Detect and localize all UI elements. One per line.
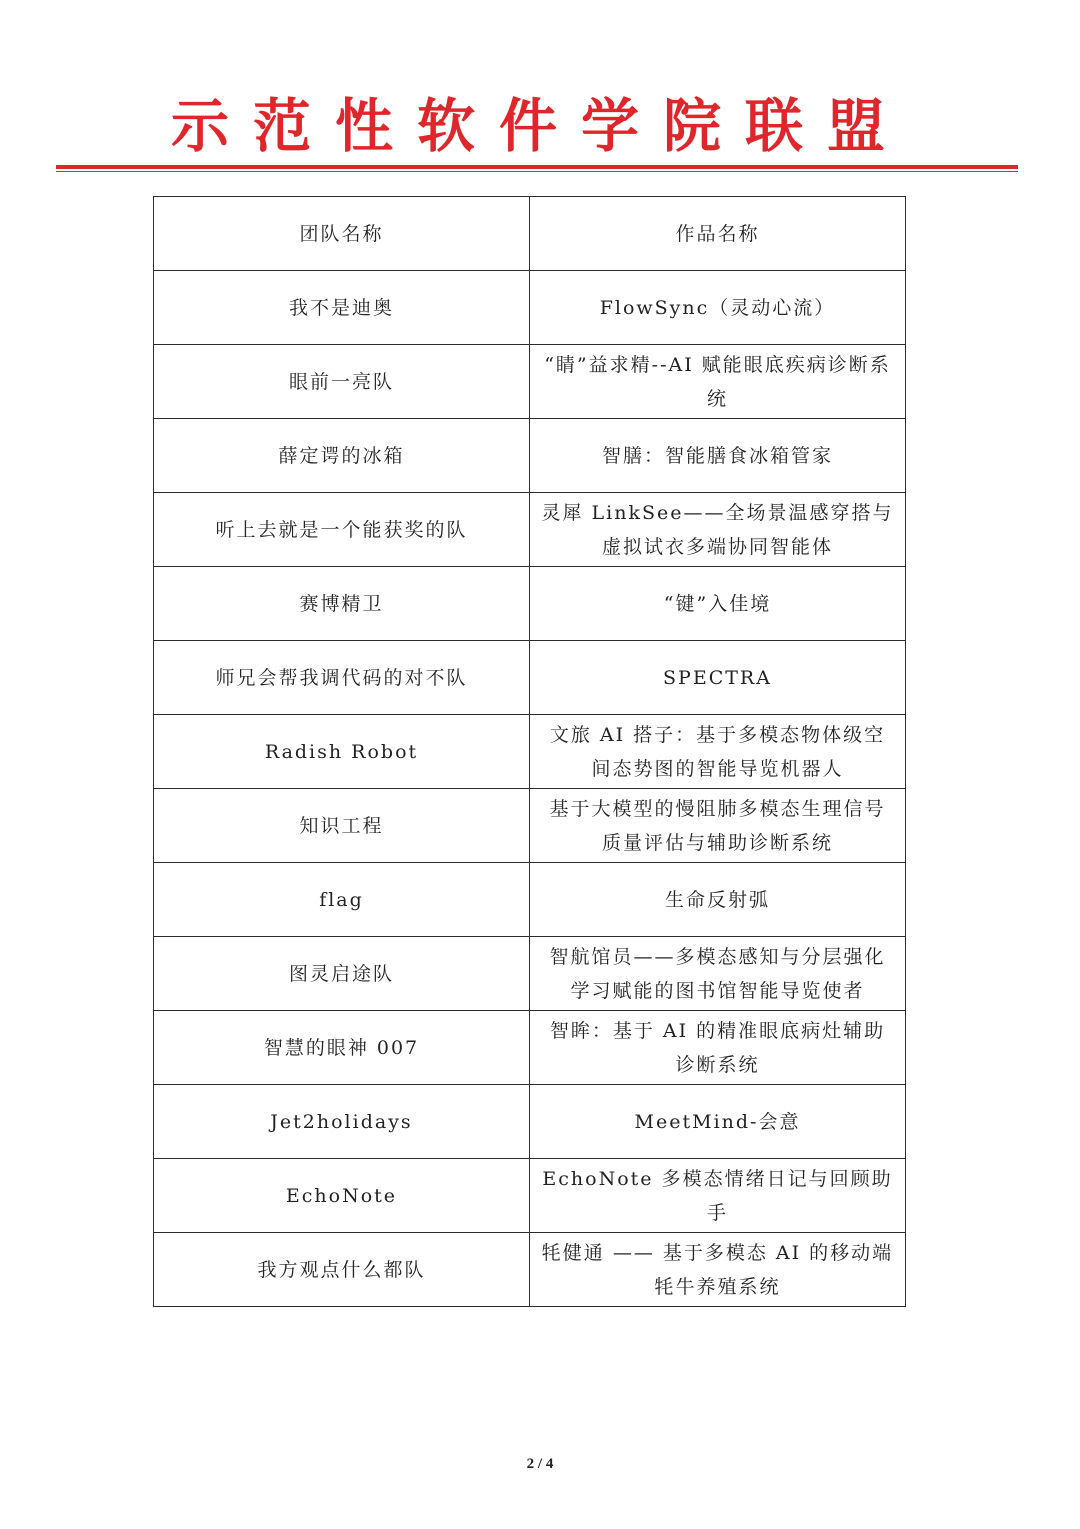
work-name-cell: 灵犀 LinkSee——全场景温感穿搭与虚拟试衣多端协同智能体 bbox=[530, 493, 906, 567]
team-name-cell: 赛博精卫 bbox=[154, 567, 530, 641]
work-name-cell: 智膳：智能膳食冰箱管家 bbox=[530, 419, 906, 493]
work-name-cell: 牦健通 —— 基于多模态 AI 的移动端牦牛养殖系统 bbox=[530, 1233, 906, 1307]
team-name-cell: 薛定谔的冰箱 bbox=[154, 419, 530, 493]
table-row bbox=[154, 1085, 906, 1159]
table-row bbox=[154, 567, 906, 641]
work-name-cell: “睛”益求精--AI 赋能眼底疾病诊断系统 bbox=[530, 345, 906, 419]
team-name-cell: Radish Robot bbox=[154, 715, 530, 789]
team-name-cell: flag bbox=[154, 863, 530, 937]
table-row bbox=[154, 345, 906, 419]
table-row bbox=[154, 493, 906, 567]
work-name-cell: 智眸：基于 AI 的精准眼底病灶辅助诊断系统 bbox=[530, 1011, 906, 1085]
table-header-row bbox=[154, 197, 906, 271]
team-name-cell: 眼前一亮队 bbox=[154, 345, 530, 419]
team-name-cell: Jet2holidays bbox=[154, 1085, 530, 1159]
team-work-table bbox=[153, 196, 906, 1307]
table-row bbox=[154, 1011, 906, 1085]
work-name-cell: “键”入佳境 bbox=[530, 567, 906, 641]
team-name-cell: 我不是迪奥 bbox=[154, 271, 530, 345]
work-name-cell: FlowSync（灵动心流） bbox=[530, 271, 906, 345]
team-name-cell: 智慧的眼神 007 bbox=[154, 1011, 530, 1085]
team-name-cell: EchoNote bbox=[154, 1159, 530, 1233]
work-name-cell: 智航馆员——多模态感知与分层强化学习赋能的图书馆智能导览使者 bbox=[530, 937, 906, 1011]
work-name-cell: 文旅 AI 搭子：基于多模态物体级空间态势图的智能导览机器人 bbox=[530, 715, 906, 789]
work-name-cell: EchoNote 多模态情绪日记与回顾助手 bbox=[530, 1159, 906, 1233]
table-body bbox=[154, 197, 906, 1307]
work-name-cell: MeetMind-会意 bbox=[530, 1085, 906, 1159]
team-name-cell: 我方观点什么都队 bbox=[154, 1233, 530, 1307]
table-row bbox=[154, 419, 906, 493]
letterhead-rule-thick bbox=[56, 165, 1018, 169]
work-name-cell: 生命反射弧 bbox=[530, 863, 906, 937]
work-name-cell: 基于大模型的慢阻肺多模态生理信号质量评估与辅助诊断系统 bbox=[530, 789, 906, 863]
team-name-cell: 听上去就是一个能获奖的队 bbox=[154, 493, 530, 567]
column-header-work: 作品名称 bbox=[530, 197, 906, 271]
column-header-team: 团队名称 bbox=[154, 197, 530, 271]
work-name-cell: SPECTRA bbox=[530, 641, 906, 715]
letterhead-rule-thin bbox=[56, 171, 1018, 172]
table-row bbox=[154, 1159, 906, 1233]
table-row bbox=[154, 1233, 906, 1307]
team-name-cell: 知识工程 bbox=[154, 789, 530, 863]
table-row bbox=[154, 641, 906, 715]
table-row bbox=[154, 863, 906, 937]
table-row bbox=[154, 715, 906, 789]
table-row bbox=[154, 937, 906, 1011]
letterhead-title: 示范性软件学院联盟 bbox=[170, 92, 909, 160]
table-row bbox=[154, 789, 906, 863]
table-row bbox=[154, 271, 906, 345]
team-name-cell: 图灵启途队 bbox=[154, 937, 530, 1011]
team-name-cell: 师兄会帮我调代码的对不队 bbox=[154, 641, 530, 715]
page-number: 2 / 4 bbox=[526, 1456, 554, 1472]
